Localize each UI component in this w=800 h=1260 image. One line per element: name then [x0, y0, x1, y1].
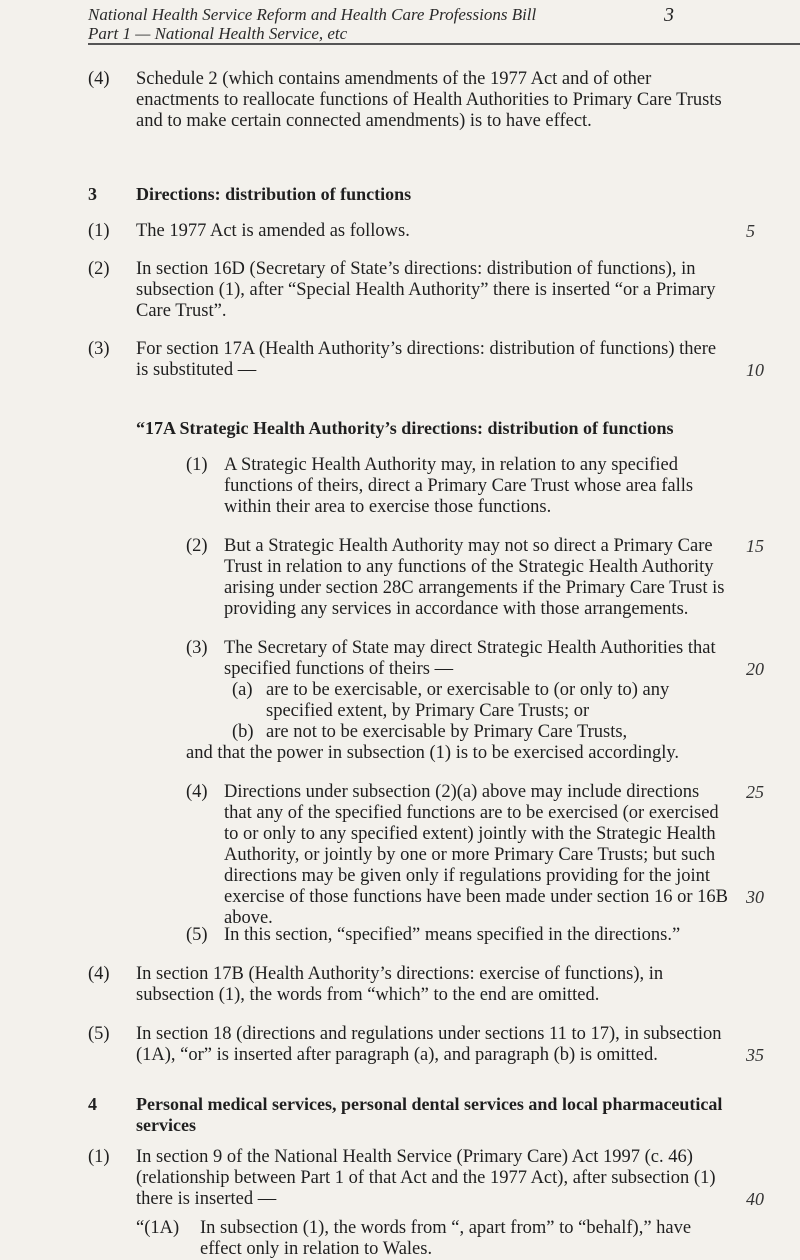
s3-sub1-label: (1) [88, 221, 110, 241]
s3-heading: Directions: distribution of functions [136, 184, 412, 204]
ins-17a-sub5-text: In this section, “specified” means specified in the directions.” [224, 925, 681, 945]
ins-17a-sub2-label: (2) [186, 536, 208, 556]
s4-sub1-text: In section 9 of the National Health Service (Primary Care) Act 1997 (c. 46) (relationship between Part 1 of that Act and the 1977 Act), after subsection (1) there is inserted — [136, 1147, 716, 1209]
s3-sub3-text: For section 17A (Health Authority’s directions: distribution of functions) there is substituted — [136, 339, 717, 380]
s3-sub3-label: (3) [88, 339, 110, 359]
s4-ins-1A-label: “(1A) [136, 1218, 180, 1238]
s2-sub4-text: Schedule 2 (which contains amendments of the 1977 Act and of other enactments to reallocate functions of Health Authorities to Primary Care Trusts and to make certain connected amendments) is to have effect. [136, 69, 722, 131]
ins-17a-sub4-text: Directions under subsection (2)(a) above may include directions that any of the specified functions are to be exercised (or exercised to or only to any specified extent) jointly with the Strategic Health Authority, or jointly by one or more Primary Care Trusts; but such directions may be given only if regulations providing for the joint exercise of those functions have been made under section 16 or 16B above. [224, 782, 728, 928]
ins-17a-sub3a-label: (a) [232, 680, 253, 700]
page-number: 3 [664, 4, 674, 26]
line-number-35: 35 [746, 1045, 764, 1065]
inserted-section-17a-heading: “17A Strategic Health Authority’s directions: distribution of functions [136, 418, 674, 438]
ins-17a-sub3a-text: are to be exercisable, or exercisable to (or only to) any specified extent, by Primary Care Trusts; or [266, 680, 670, 721]
ins-17a-sub2-text: But a Strategic Health Authority may not so direct a Primary Care Trust in relation to any functions of the Strategic Health Authority arising under section 28C arrangements if the Primary Care Trust is providing any services in accordance with those arrangements. [224, 536, 725, 619]
ins-17a-sub3b-label: (b) [232, 722, 254, 742]
running-header-title: National Health Service Reform and Health Care Professions Bill [88, 5, 537, 24]
s4-number: 4 [88, 1094, 97, 1114]
s3-sub5-text: In section 18 (directions and regulations under sections 11 to 17), in subsection (1A), “or” is inserted after paragraph (a), and paragraph (b) is omitted. [136, 1024, 722, 1065]
s3-number: 3 [88, 184, 97, 204]
s3-sub5-label: (5) [88, 1024, 110, 1044]
s3-sub4-text: In section 17B (Health Authority’s directions: exercise of functions), in subsection (1), the words from “which” to the end are omitted. [136, 964, 664, 1005]
s4-heading: Personal medical services, personal dental services and local pharmaceutical services [136, 1094, 723, 1135]
s3-sub1-text: The 1977 Act is amended as follows. [136, 221, 410, 241]
line-number-15: 15 [746, 536, 764, 556]
line-number-25: 25 [746, 782, 764, 802]
line-number-30: 30 [746, 887, 764, 907]
ins-17a-sub1-label: (1) [186, 455, 208, 475]
line-number-10: 10 [746, 360, 764, 380]
s3-sub2-text: In section 16D (Secretary of State’s directions: distribution of functions), in subsection (1), after “Special Health Authority” there is inserted “or a Primary Care Trust”. [136, 259, 716, 321]
s4-sub1-label: (1) [88, 1147, 110, 1167]
ins-17a-sub3-text: The Secretary of State may direct Strategic Health Authorities that specified functions of theirs — [224, 638, 716, 679]
s3-sub2-label: (2) [88, 259, 110, 279]
line-number-40: 40 [746, 1189, 764, 1209]
running-header-part: Part 1 — National Health Service, etc [88, 24, 348, 43]
ins-17a-sub1-text: A Strategic Health Authority may, in relation to any specified functions of theirs, direct a Primary Care Trust whose area falls within their area to exercise those functions. [224, 455, 694, 517]
s2-sub4-label: (4) [88, 69, 110, 89]
s4-ins-1A-text: In subsection (1), the words from “, apart from” to “behalf),” have effect only in relation to Wales. [200, 1218, 692, 1259]
ins-17a-sub4-label: (4) [186, 782, 208, 802]
ins-17a-sub3b-text: are not to be exercisable by Primary Care Trusts, [266, 722, 628, 742]
ins-17a-sub3-label: (3) [186, 638, 208, 658]
line-number-20: 20 [746, 659, 764, 679]
ins-17a-sub3-tail: and that the power in subsection (1) is to be exercised accordingly. [186, 743, 680, 763]
header-rule [88, 43, 800, 45]
s3-sub4-label: (4) [88, 964, 110, 984]
ins-17a-sub5-label: (5) [186, 925, 208, 945]
line-number-5: 5 [746, 221, 755, 241]
